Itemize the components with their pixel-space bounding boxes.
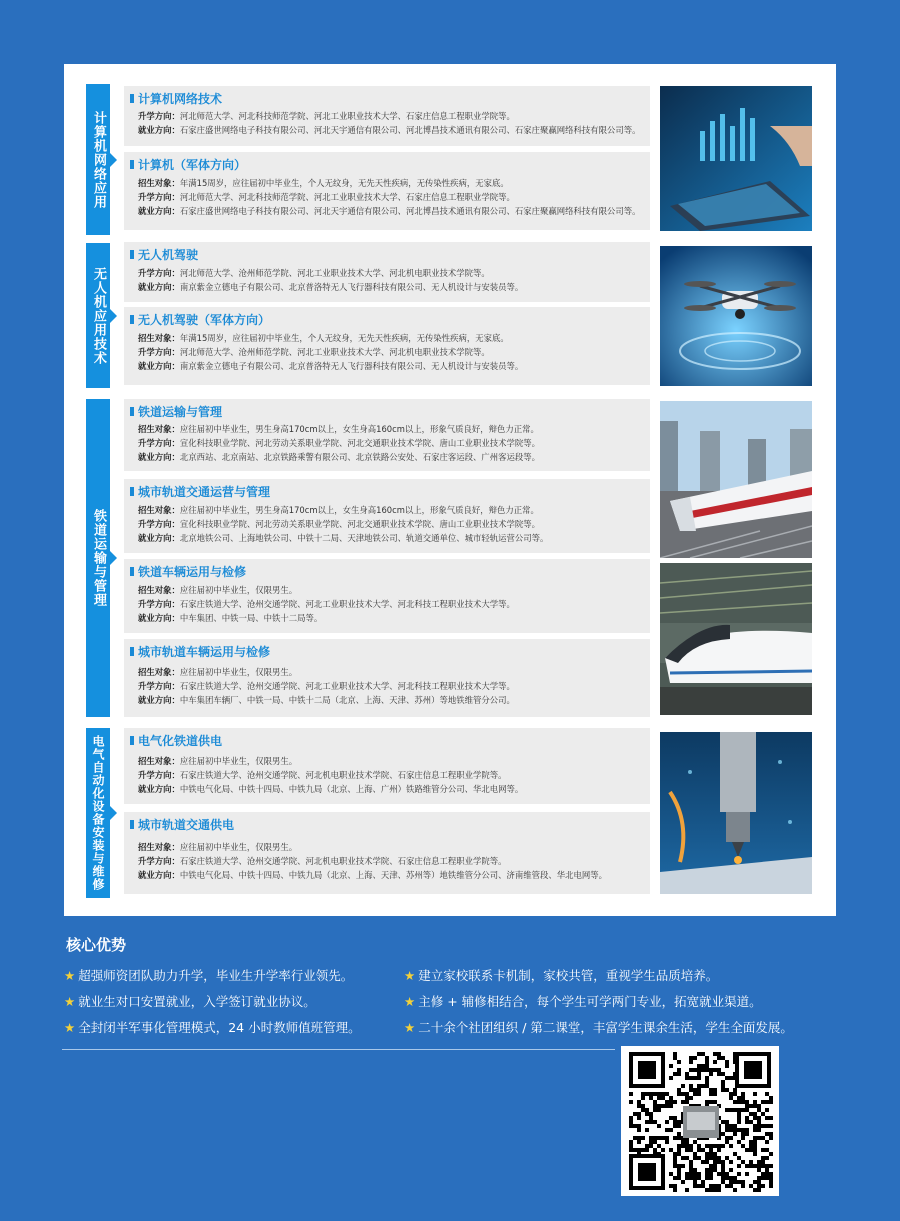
- major-card: [124, 152, 650, 230]
- shengxue-row: 升学方向：河北师范大学、河北科技师范学院、河北工业职业技术大学、石家庄信息工程职业学院等。: [138, 111, 515, 121]
- major-card: [124, 812, 650, 894]
- shengxue-row: 升学方向：河北师范大学、河北科技师范学院、河北工业职业技术大学、石家庄信息工程职业学院等。: [138, 192, 515, 202]
- shengxue-row: 升学方向：石家庄铁道大学、沧州交通学院、河北机电职业技术学院、石家庄信息工程职业学院等。: [138, 770, 507, 780]
- major-title: 城市轨道交通供电: [138, 818, 235, 832]
- jiuye-row: 就业方向：北京西站、北京南站、北京铁路乘警有限公司、北京铁路公安处、石家庄客运段、广州客运段等。: [138, 452, 540, 462]
- shengxue-row: 升学方向：石家庄铁道大学、沧州交通学院、河北工业职业技术大学、河北科技工程职业技术大学等。: [138, 599, 515, 609]
- advantage-item: ★ 二十余个社团组织 / 第二课堂，丰富学生课余生活，学生全面发展。: [404, 1020, 793, 1035]
- qr-code[interactable]: [621, 1046, 779, 1196]
- jiuye-row: 就业方向：中铁电气化局、中铁十四局、中铁九局（北京、上海、天津、苏州等）地铁维管分公司、济南维管段、华北电网等。: [138, 870, 607, 880]
- shengxue-row: 升学方向：石家庄铁道大学、沧州交通学院、河北机电职业技术学院、石家庄信息工程职业学院等。: [138, 856, 507, 866]
- major-title: 计算机（军体方向）: [138, 158, 247, 172]
- star-icon: ★: [404, 1020, 416, 1035]
- zhaosheng-row: 招生对象：应往届初中毕业生，男生身高170cm以上，女生身高160cm以上，形象气质良好，辩色力正常。: [138, 424, 539, 434]
- zhaosheng-row: 招生对象：应往届初中毕业生，仅限男生。: [138, 585, 298, 595]
- jiuye-row: 就业方向：石家庄盛世网络电子科技有限公司、河北天宇通信有限公司、河北博昌技术通讯有限公司、石家庄聚赢网络科技有限公司等。: [138, 125, 641, 135]
- jiuye-row: 就业方向：北京地铁公司、上海地铁公司、中铁十二局、天津地铁公司、轨道交通单位、城市轻轨运营公司等。: [138, 533, 549, 543]
- major-title: 铁道运输与管理: [138, 405, 223, 419]
- jiuye-row: 就业方向：南京紫金立德电子有限公司、北京普洛特无人飞行器科技有限公司、无人机设计与安装员等。: [138, 282, 524, 292]
- zhaosheng-row: 招生对象：年满15周岁，应往届初中毕业生，个人无纹身，无先天性疾病，无传染性疾病，无家底。: [138, 178, 509, 188]
- advantage-item: ★ 全封闭半军事化管理模式，24 小时教师值班管理。: [64, 1020, 361, 1035]
- shengxue-row: 升学方向：河北师范大学、沧州师范学院、河北工业职业技术大学、河北机电职业技术学院等。: [138, 268, 490, 278]
- zhaosheng-row: 招生对象：应往届初中毕业生，仅限男生。: [138, 756, 298, 766]
- jiuye-row: 就业方向：中车集团车辆厂、中铁一局、中铁十二局（北京、上海、天津、苏州）等地铁维管分公司。: [138, 695, 515, 705]
- major-card: [124, 559, 650, 633]
- star-icon: ★: [64, 1020, 76, 1035]
- major-title: 城市轨道车辆运用与检修: [138, 645, 271, 659]
- major-title: 无人机驾驶（军体方向）: [138, 313, 271, 327]
- advantage-item: ★ 主修 + 辅修相结合，每个学生可学两门专业，拓宽就业渠道。: [404, 994, 762, 1009]
- advantage-item: ★ 建立家校联系卡机制，家校共管，重视学生品质培养。: [404, 968, 719, 983]
- zhaosheng-row: 招生对象：年满15周岁，应往届初中毕业生，个人无纹身，无先天性疾病，无传染性疾病，无家底。: [138, 333, 509, 343]
- major-card: [124, 728, 650, 804]
- star-icon: ★: [64, 994, 76, 1009]
- machine-image: [660, 732, 812, 894]
- advantages-title: 核心优势: [66, 936, 127, 954]
- shengxue-row: 升学方向：宣化科技职业学院、河北劳动关系职业学院、河北交通职业技术学院、唐山工业职业技术学院等。: [138, 438, 540, 448]
- train-image: [660, 401, 812, 558]
- tech-tablet-image: [660, 86, 812, 231]
- major-card: [124, 399, 650, 471]
- zhaosheng-row: 招生对象：应往届初中毕业生，仅限男生。: [138, 842, 298, 852]
- qr-code-icon: [621, 1046, 779, 1196]
- star-icon: ★: [404, 994, 416, 1009]
- major-title: 计算机网络技术: [138, 92, 223, 106]
- advantage-item: ★ 就业生对口安置就业，入学签订就业协议。: [64, 994, 316, 1009]
- shengxue-row: 升学方向：宣化科技职业学院、河北劳动关系职业学院、河北交通职业技术学院、唐山工业职业技术学院等。: [138, 519, 540, 529]
- jiuye-row: 就业方向：中车集团、中铁一局、中铁十二局等。: [138, 613, 323, 623]
- category-railway: 铁道运输与管理: [86, 399, 110, 717]
- category-drone: 无人机应用技术: [86, 243, 110, 388]
- major-card: [124, 639, 650, 717]
- major-card: [124, 479, 650, 553]
- major-card: [124, 242, 650, 302]
- major-title: 无人机驾驶: [138, 248, 199, 262]
- divider: [62, 1049, 615, 1050]
- star-icon: ★: [404, 968, 416, 983]
- category-computer: 计算机网络应用: [86, 84, 110, 235]
- drone-image: [660, 246, 812, 386]
- jiuye-row: 就业方向：南京紫金立德电子有限公司、北京普洛特无人飞行器科技有限公司、无人机设计与安装员等。: [138, 361, 524, 371]
- jiuye-row: 就业方向：中铁电气化局、中铁十四局、中铁九局（北京、上海、广州）铁路维管分公司、华北电网等。: [138, 784, 524, 794]
- majors-panel: [64, 64, 836, 916]
- category-electrical: 电气自动化设备安装与维修: [86, 728, 110, 898]
- zhaosheng-row: 招生对象：应往届初中毕业生，仅限男生。: [138, 667, 298, 677]
- jiuye-row: 就业方向：石家庄盛世网络电子科技有限公司、河北天宇通信有限公司、河北博昌技术通讯有限公司、石家庄聚赢网络科技有限公司等。: [138, 206, 641, 216]
- major-title: 电气化铁道供电: [138, 734, 223, 748]
- major-title: 铁道车辆运用与检修: [138, 565, 247, 579]
- high-speed-train-image: [660, 563, 812, 715]
- zhaosheng-row: 招生对象：应往届初中毕业生，男生身高170cm以上，女生身高160cm以上，形象气质良好，辩色力正常。: [138, 505, 539, 515]
- star-icon: ★: [64, 968, 76, 983]
- shengxue-row: 升学方向：石家庄铁道大学、沧州交通学院、河北工业职业技术大学、河北科技工程职业技术大学等。: [138, 681, 515, 691]
- advantage-item: ★ 超强师资团队助力升学，毕业生升学率行业领先。: [64, 968, 354, 983]
- major-card: [124, 307, 650, 385]
- shengxue-row: 升学方向：河北师范大学、沧州师范学院、河北工业职业技术大学、河北机电职业技术学院等。: [138, 347, 490, 357]
- major-card: [124, 86, 650, 146]
- major-title: 城市轨道交通运营与管理: [138, 485, 271, 499]
